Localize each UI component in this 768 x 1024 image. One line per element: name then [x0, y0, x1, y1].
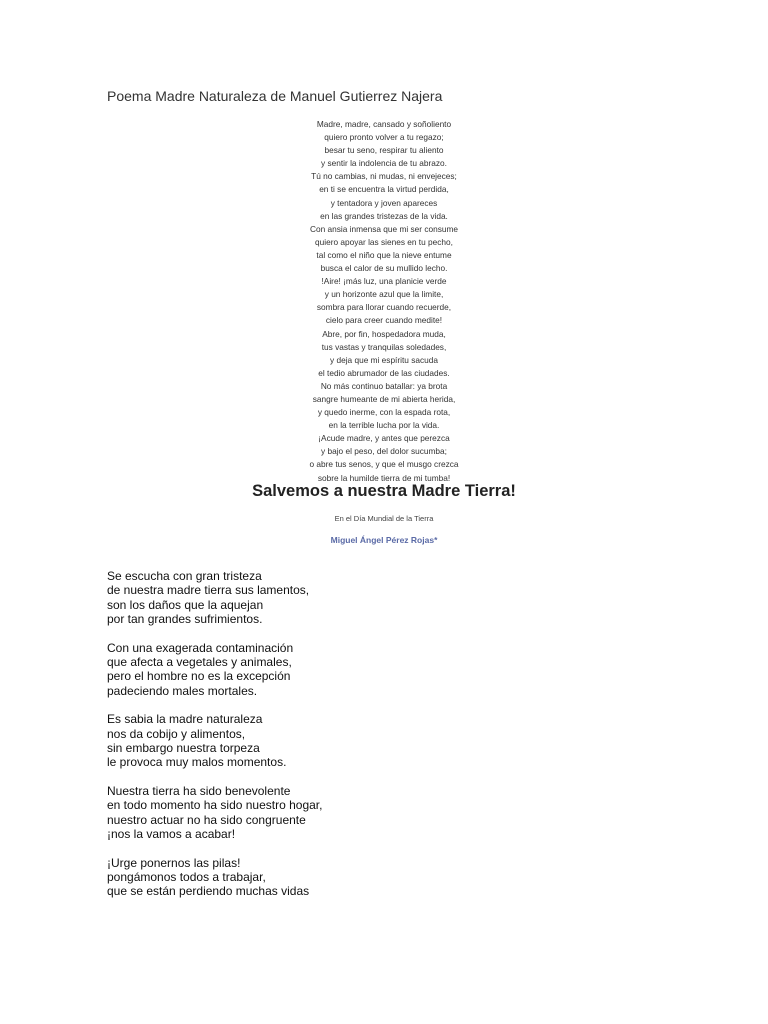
poem-1-line: y quedo inerme, con la espada rota,: [317, 407, 451, 418]
stanza-line: sin embargo nuestra torpeza: [107, 740, 260, 755]
poem-1-line: No más continuo batallar: ya brota: [320, 380, 448, 391]
poem-1-line: cielo para creer cuando medite!: [325, 315, 443, 326]
stanza: [107, 784, 547, 841]
stanza-line: Se escucha con gran tristeza: [107, 569, 262, 583]
poem-1-line: y sentir la indolencia de tu abrazo.: [321, 158, 447, 169]
stanza-line: nos da cobijo y alimentos,: [107, 726, 246, 741]
stanza-line: pongámonos todos a trabajar,: [107, 870, 266, 885]
poem-1-line: y bajo el peso, del dolor sucumba;: [321, 446, 447, 457]
author-name: Miguel Ángel Pérez Rojas*: [330, 535, 438, 545]
stanza: [107, 856, 547, 899]
stanza-line: Con una exagerada contaminación: [107, 640, 294, 655]
poem-1-line: sangre humeante de mi abierta herida,: [312, 393, 456, 404]
page-title: Poema Madre Naturaleza de Manuel Gutierrez Najera: [107, 88, 443, 104]
stanza-line: ¡Urge ponernos las pilas!: [107, 855, 241, 870]
poem-1-line: Tú no cambias, ni mudas, ni envejeces;: [311, 171, 457, 182]
stanza-line: le provoca muy malos momentos.: [107, 755, 287, 770]
stanza: [107, 641, 547, 698]
stanza-line: que se están perdiendo muchas vidas: [107, 884, 310, 899]
stanza-line: padeciendo males mortales.: [107, 683, 258, 698]
stanza-line: son los daños que la aquejan: [107, 597, 264, 612]
subtitle: En el Día Mundial de la Tierra: [334, 514, 434, 523]
stanza-line: Nuestra tierra ha sido benevolente: [107, 784, 291, 799]
stanza-line: en todo momento ha sido nuestro hogar,: [107, 798, 323, 813]
poem-1-line: Con ansia inmensa que mi ser consume: [309, 223, 459, 234]
poem-1-line: tus vastas y tranquilas soledades,: [321, 341, 447, 352]
stanza-line: por tan grandes sufrimientos.: [107, 611, 263, 626]
poem-1-line: sombra para llorar cuando recuerde,: [316, 302, 452, 313]
poem-1-line: en ti se encuentra la virtud perdida,: [319, 184, 449, 195]
poem-1-line: ¡Acude madre, y antes que perezca: [318, 433, 450, 444]
poem-1-line: tal como el niño que la nieve entume: [316, 249, 452, 260]
poem-1-line: y deja que mi espíritu sacuda: [330, 354, 438, 365]
poem-salvemos-madre-tierra: [107, 569, 547, 913]
poem-1-line: en las grandes tristezas de la vida.: [320, 210, 448, 221]
poem-madre-naturaleza: [234, 118, 534, 485]
stanza: [107, 569, 547, 626]
poem-1-line: Abre, por fin, hospedadora muda,: [322, 328, 446, 339]
headline: Salvemos a nuestra Madre Tierra!: [252, 482, 516, 500]
poem-1-line: quiero pronto volver a tu regazo;: [324, 132, 444, 143]
poem-1-line: Madre, madre, cansado y soñoliento: [316, 119, 452, 129]
stanza-line: Es sabia la madre naturaleza: [107, 712, 263, 727]
poem-1-line: busca el calor de su mullido lecho.: [320, 263, 448, 274]
poem-1-line: y un horizonte azul que la limite,: [324, 289, 444, 300]
stanza-line: que afecta a vegetales y animales,: [107, 654, 292, 669]
poem-1-line: el tedio abrumador de las ciudades.: [318, 367, 450, 378]
stanza: [107, 712, 547, 769]
poem-1-line: o abre tus senos, y que el musgo crezca: [309, 459, 459, 470]
poem-1-line: en la terrible lucha por la vida.: [328, 420, 440, 431]
poem-1-line: y tentadora y joven apareces: [330, 197, 438, 208]
stanza-line: de nuestra madre tierra sus lamentos,: [107, 583, 310, 598]
poem-1-line: sobre la humilde tierra de mi tumba!: [317, 472, 451, 483]
poem-1-line: quiero apoyar las sienes en tu pecho,: [315, 236, 453, 247]
stanza-line: nuestro actuar no ha sido congruente: [107, 812, 306, 827]
stanza-line: ¡nos la vamos a acabar!: [107, 826, 236, 841]
poem-1-line: besar tu seno, respirar tu aliento: [324, 145, 444, 156]
stanza-line: pero el hombre no es la excepción: [107, 669, 291, 684]
poem-1-line: !Aire! ¡más luz, una planicie verde: [321, 276, 447, 287]
